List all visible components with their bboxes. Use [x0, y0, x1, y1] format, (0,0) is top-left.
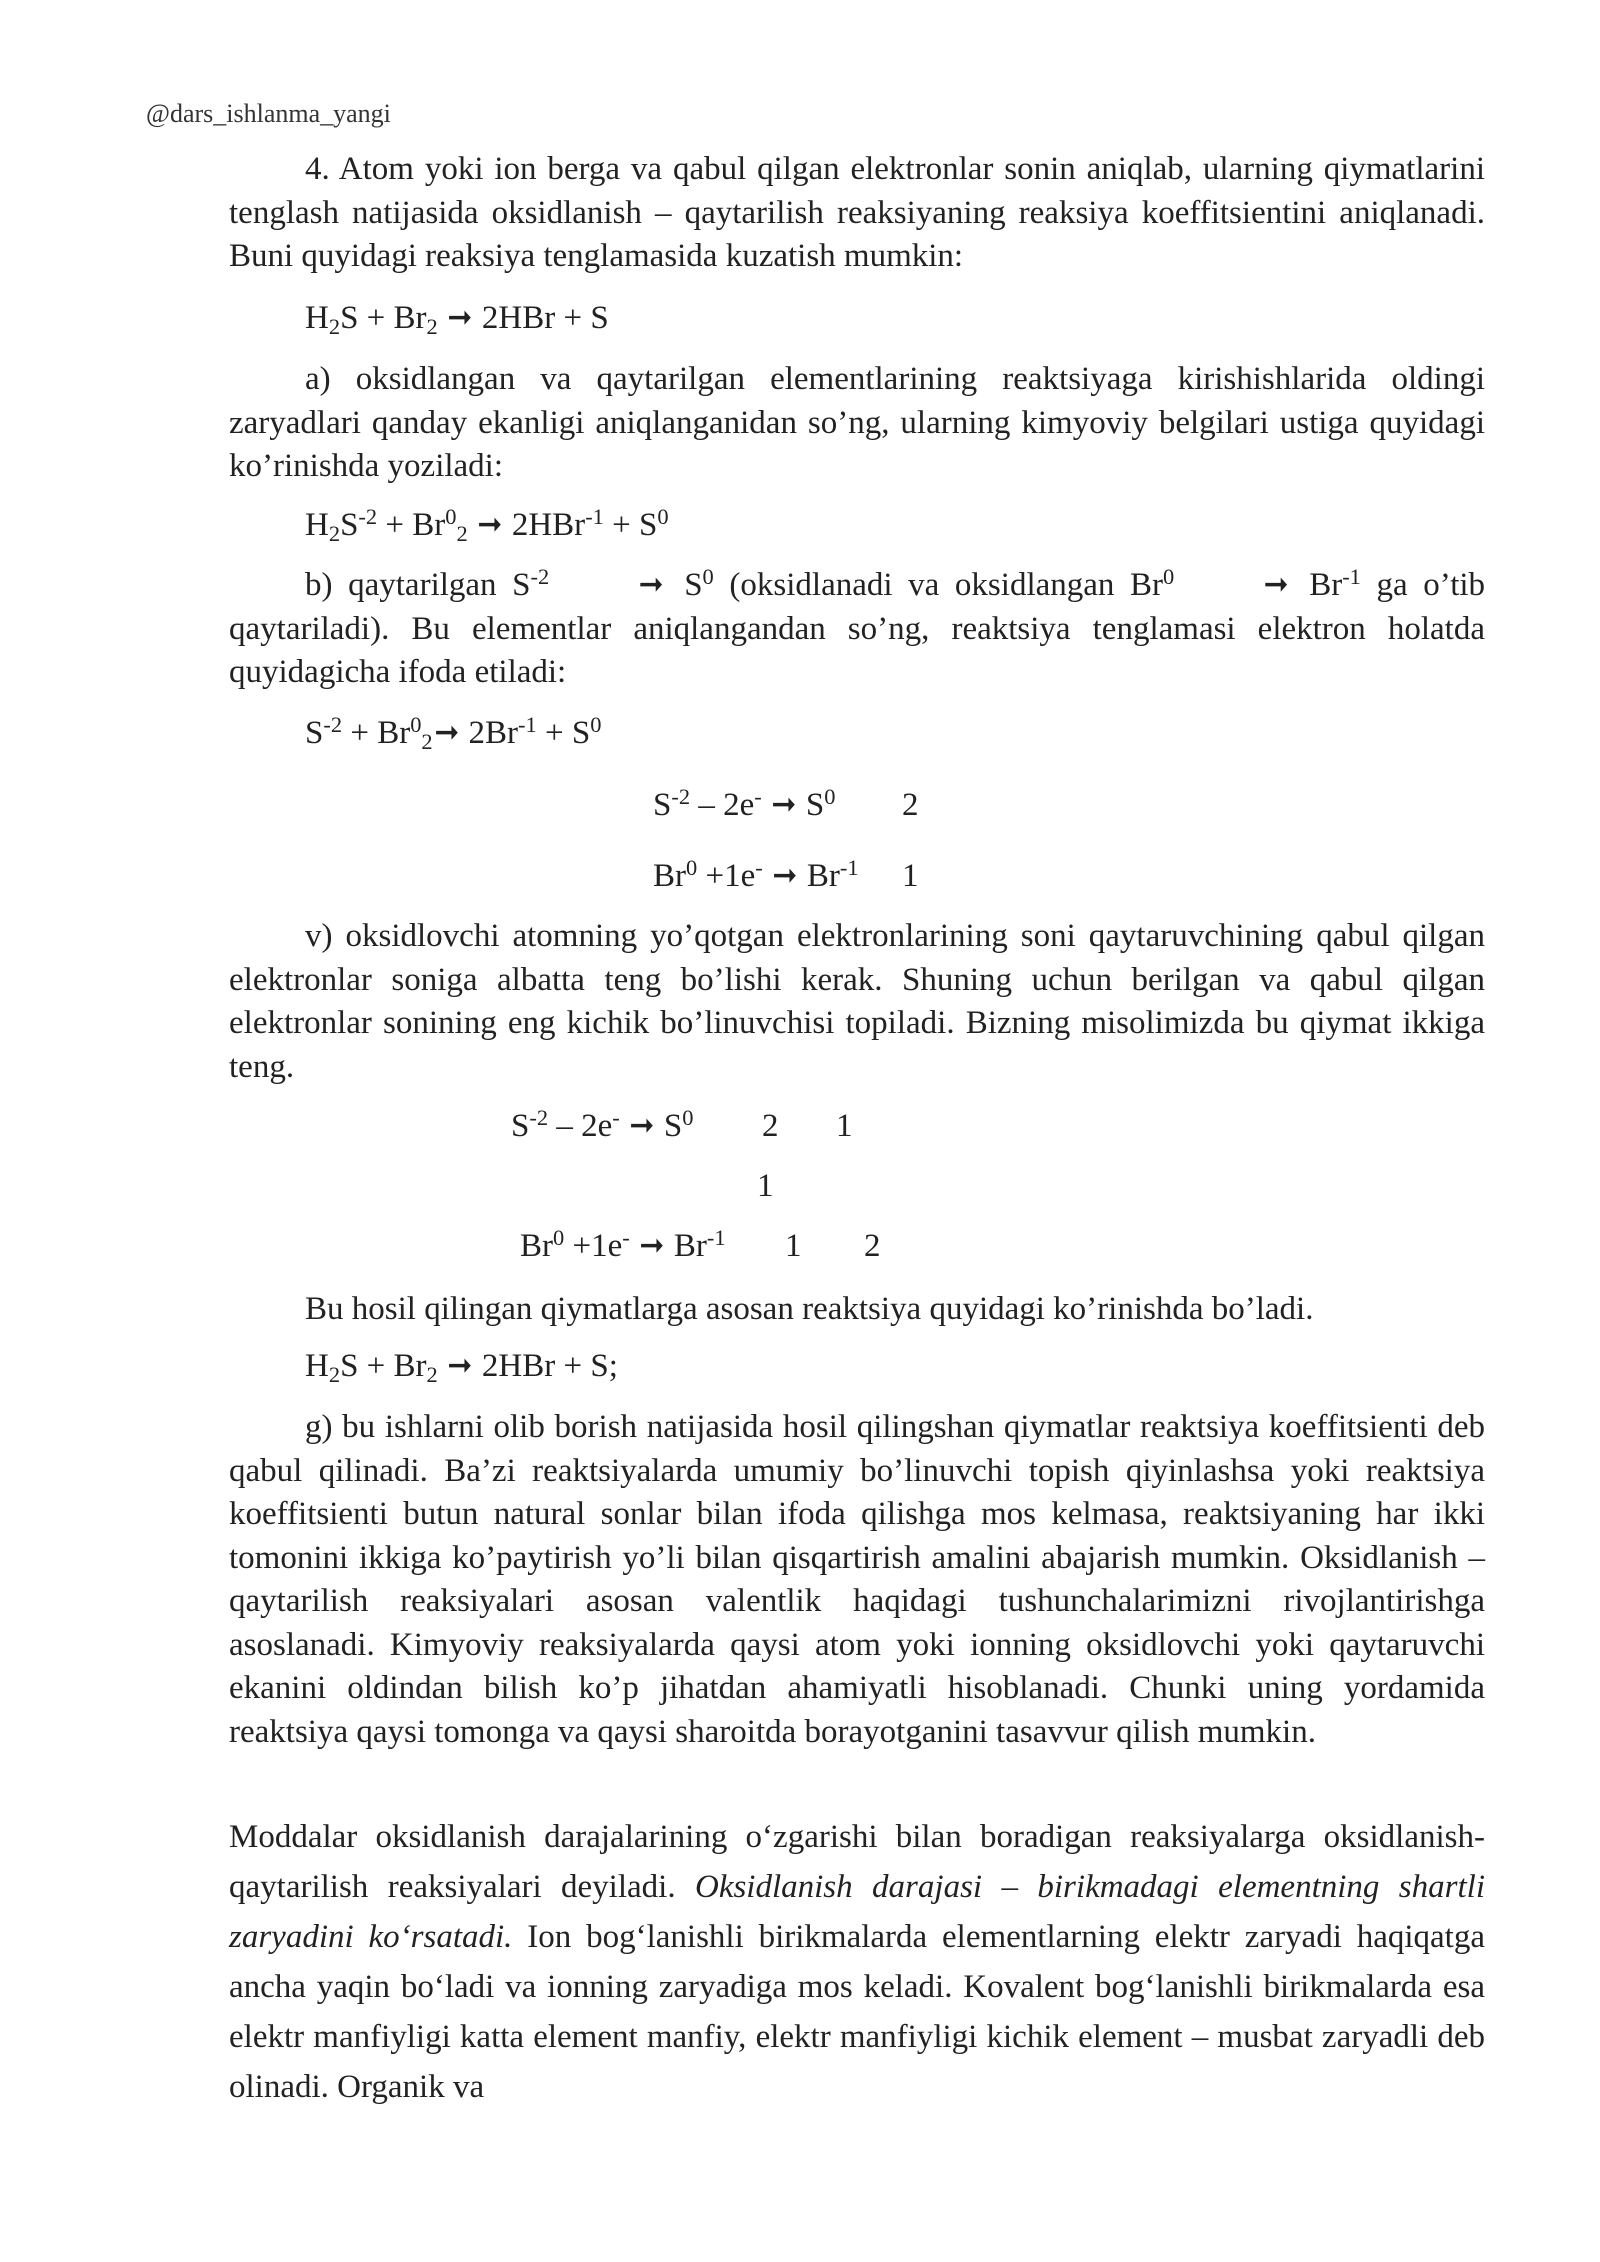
arrow-icon: ➞	[434, 715, 459, 751]
arrow-icon: ➞	[477, 507, 503, 543]
equation-electronic: $S^{-2}$ + $Br^0_2➞$ $2Br^{-1} + S^0$	[305, 712, 602, 755]
equation-base: $H_2S + Br_2$ ➞ 2HBr + S	[305, 300, 609, 340]
channel-watermark: @dars_ishlanma_yangi	[146, 99, 391, 128]
arrow-icon: ➞	[447, 1348, 473, 1384]
paragraph-result: Bu hosil qilingan qiymatlarga asosan reaktsiya quyidagi ko’rinishda bo’ladi.	[305, 1291, 1314, 1327]
equation-oxidation-states: $H_2S^{-2} + Br^0_2$ ➞ $2HBr^{-1} + S^0$	[305, 504, 669, 547]
arrow-icon: ➞	[447, 300, 473, 336]
half-reaction-bromine-2-coef: 1	[785, 1228, 802, 1264]
half-reaction-bromine: $Br^0 +1e^-$ ➞ $Br^{-1}$	[653, 855, 859, 894]
paragraph-intro: 4. Atom yoki ion berga va qabul qilgan elektronlar sonin aniqlab, ularning qiymatlarini tenglash natijasida oksidlanish – qaytarilish reaksiyaning reaksiya koeffitsientini aniqlanadi. Buni quyidagi reaksiya tenglamasida kuzatish mumkin:	[229, 151, 1485, 274]
half-reaction-sulfur: $S^{-2} - 2e^-$ ➞ $S^0$	[653, 784, 836, 823]
half-reaction-bromine-2-factor: 2	[864, 1228, 881, 1264]
half-reaction-sulfur-2: $S^{-2} - 2e^-$ ➞ $S^0$	[511, 1105, 694, 1144]
arrow-icon: ➞	[638, 567, 664, 603]
half-reaction-sulfur-coef: 2	[902, 787, 919, 823]
paragraph-definition: Moddalar oksidlanish darajalarining o‘zgarishi bilan boradigan reaksiyalarga oksidlanish-qaytarilish reaksiyalari deyiladi. Oksidlanish darajasi – birikmadagi elementning shartli zaryadini ko‘rsatadi. Ion bog‘lanishli birikmalarda elementlarning elektr zaryadi haqiqatga ancha yaqin bo‘ladi va ionning zaryadiga mos keladi. Kovalent bog‘lanishli birikmalarda esa elektr manfiyligi katta element manfiy, elektr manfiyligi kichik element – musbat zaryadli deb olinadi. Organik va	[229, 1819, 1485, 2105]
half-reaction-sulfur-2-coef: 2	[762, 1108, 779, 1144]
arrow-icon: ➞	[639, 1228, 665, 1264]
arrow-icon: ➞	[771, 787, 797, 823]
arrow-icon: ➞	[629, 1108, 655, 1144]
paragraph-v: v) oksidlovchi atomning yo’qotgan elektronlarining soni qaytaruvchining qabul qilgan elektronlar soniga albatta teng bo’lishi kerak. Shuning uchun berilgan va qabul qilgan elektronlar sonining eng kichik bo’linuvchisi topiladi. Bizning misolimizda bu qiymat ikkiga teng.	[229, 918, 1485, 1085]
half-reaction-sulfur-2-factor: 1	[836, 1108, 853, 1144]
half-reaction-bromine-coef: 1	[902, 858, 919, 894]
paragraph-g: g) bu ishlarni olib borish natijasida hosil qilingshan qiymatlar reaktsiya koeffitsienti deb qabul qilinadi. Ba’zi reaktsiyalarda umumiy bo’linuvchi topish qiyinlashsa yoki reaktsiya koeffitsienti butun natural sonlar bilan ifoda qilishga mos kelmasa, reaktsiyaning har ikki tomonini ikkiga ko’paytirish yo’li bilan qisqartirish amalini abajarish mumkin. Oksidlanish – qaytarilish reaksiyalari asosan valentlik haqidagi tushunchalarimizni rivojlantirishga asoslanadi. Kimyoviy reaksiyalarda qaysi atom yoki ionning oksidlovchi yoki qaytaruvchi ekanini oldindan bilish ko’p jihatdan ahamiyatli hisoblanadi. Chunki uning yordamida reaktsiya qaysi tomonga va qaysi sharoitda borayotganini tasavvur qilish mumkin.	[229, 1409, 1485, 1750]
equation-final: $H_2S + Br_2$ ➞ 2HBr + S;	[305, 1348, 618, 1388]
paragraph-b: b) qaytarilgan $S^{-2}$ ➞ $S^0$ (oksidlanadi va oksidlangan Br$^0$ ➞ $Br^{-1}$ ga o’tib qaytariladi). Bu elementlar aniqlangandan so’ng, reaktsiya tenglamasi elektron holatda quyidagicha ifoda etiladi:	[229, 564, 1486, 690]
half-reaction-bromine-2: $Br^0 +1e^-$ ➞ $Br^{-1}$	[520, 1225, 726, 1264]
arrow-icon: ➞	[1263, 567, 1289, 603]
lcm-value: 1	[757, 1168, 774, 1204]
paragraph-a: a) oksidlangan va qaytarilgan elementlarining reaktsiyaga kirishishlarida oldingi zaryadlari qanday ekanligi aniqlanganidan so’ng, ularning kimyoviy belgilari ustiga quyidagi ko’rinishda yoziladi:	[229, 361, 1485, 484]
arrow-icon: ➞	[772, 858, 798, 894]
